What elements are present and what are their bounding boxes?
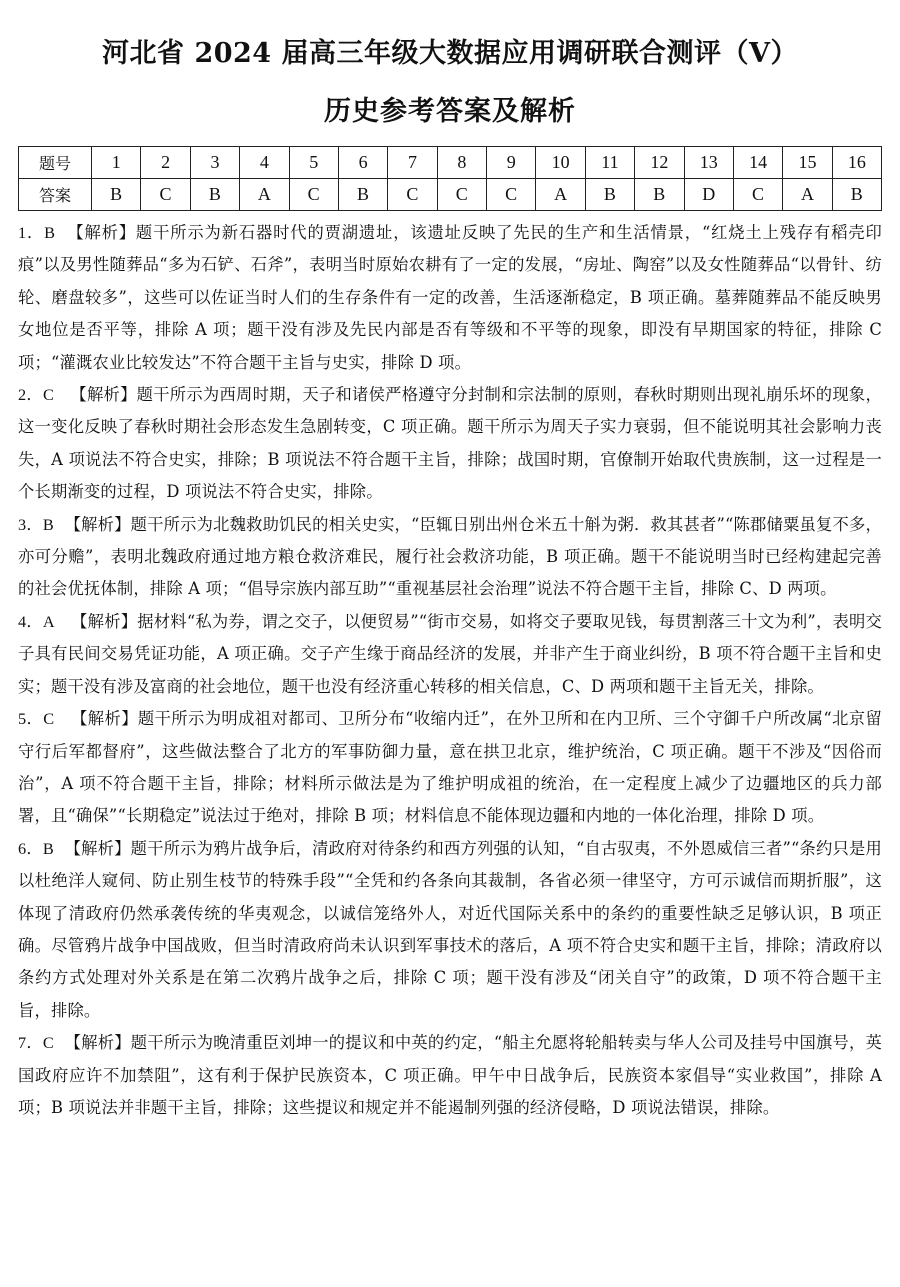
- question-number-cell: 7: [388, 147, 437, 179]
- analysis-item: [18, 833, 882, 1027]
- question-number-cell: 6: [338, 147, 387, 179]
- analysis-item: [18, 703, 882, 833]
- analysis-item-text: 【解析】题干所示为晚清重臣刘坤一的提议和中英的约定，“船主允愿将轮船转卖与华人公司及挂号中国旗号，英国政府应许不加禁阻”，这有利于保护民族资本，C 项正确。甲午中日战争后，民族资本家倡导“实业救国”，排除 A 项；B 项说法并非题干主旨，排除；这些提议和规定并不能遏制列强的经济侵略，D 项说法错误，排除。: [18, 1033, 882, 1117]
- analysis-item: [18, 509, 882, 606]
- question-number-cell: 14: [733, 147, 782, 179]
- analysis-item-label: 5．C: [18, 709, 55, 729]
- document-title: 河北省 2024 届高三年级大数据应用调研联合测评（V）: [102, 38, 798, 69]
- question-number-cell: 15: [783, 147, 832, 179]
- analysis-item: [18, 379, 882, 509]
- analysis-item-text: 【解析】题干所示为鸦片战争后，清政府对待条约和西方列强的认知，“自古驭夷，不外恩威信三者”“条约只是用以杜绝洋人窥伺、防止别生枝节的特殊手段”“全凭和约各条向其裁制，各省必须一律坚守，方可示诚信而期折服”，这体现了清政府仍然承袭传统的华夷观念，以诚信笼络外人，对近代国际关系中的条约的重要性缺乏足够认识，B 项正确。尽管鸦片战争中国战败，但当时清政府尚未认识到军事技术的落后，A 项不符合史实和题干主旨，排除；清政府以条约方式处理对外关系是在第二次鸦片战争之后，排除 C 项；题干没有涉及“闭关自守”的政策，D 项不符合题干主旨，排除。: [18, 838, 882, 1020]
- answer-cell: C: [141, 179, 190, 211]
- analysis-item-label: 7．C: [18, 1033, 54, 1053]
- analysis-item-text: 【解析】题干所示为西周时期，天子和诸侯严格遵守分封制和宗法制的原则，春秋时期则出现礼崩乐坏的现象，这一变化反映了春秋时期社会形态发生急剧转变，C 项正确。题干所示为周天子实力衰弱，但不能说明其社会影响力丧失，A 项说法不符合史实，排除；B 项说法不符合题干主旨，排除；战国时期，官僚制开始取代贵族制，这一过程是一个长期渐变的过程，D 项说法不符合史实，排除。: [18, 385, 882, 502]
- answer-cell: C: [437, 179, 486, 211]
- document-subtitle: 历史参考答案及解析: [324, 96, 576, 127]
- analysis-item-label: 4．A: [18, 611, 55, 631]
- question-number-cell: 11: [585, 147, 634, 179]
- answer-cell: B: [92, 179, 141, 211]
- analysis-item-label: 2．C: [18, 385, 55, 405]
- question-number-cell: 16: [832, 147, 881, 179]
- answer-cell: D: [684, 179, 733, 211]
- answer-table: [18, 146, 882, 211]
- answer-cell: B: [338, 179, 387, 211]
- question-number-cell: 5: [289, 147, 338, 179]
- question-number-cell: 2: [141, 147, 190, 179]
- row-label-answers: 答案: [19, 179, 92, 211]
- question-number-cell: 12: [635, 147, 684, 179]
- answer-cell: B: [635, 179, 684, 211]
- analysis-item-text: 【解析】据材料“私为券，谓之交子，以便贸易”“街市交易，如将交子要取见钱，每贯割落三十文为利”，表明交子具有民间交易凭证功能，A 项正确。交子产生缘于商品经济的发展，并非产生于商业纠纷，B 项不符合题干主旨和史实；题干没有涉及富商的社会地位，题干也没有经济重心转移的相关信息，C、D 两项和题干主旨无关，排除。: [18, 611, 882, 696]
- answer-cell: B: [190, 179, 239, 211]
- question-number-cell: 9: [487, 147, 536, 179]
- question-number-cell: 3: [190, 147, 239, 179]
- question-number-cell: 10: [536, 147, 585, 179]
- answer-cell: B: [832, 179, 881, 211]
- answer-cell: A: [240, 179, 289, 211]
- answer-cell: B: [585, 179, 634, 211]
- analysis-item: [18, 217, 882, 379]
- analysis-item-label: 6．B: [18, 838, 54, 858]
- analysis-section: [18, 217, 882, 1124]
- analysis-item: [18, 606, 882, 703]
- answer-cell: A: [783, 179, 832, 211]
- analysis-item-text: 【解析】题干所示为明成祖对都司、卫所分布“收缩内迁”，在外卫所和在内卫所、三个守御千户所改属“北京留守行后军都督府”，这些做法整合了北方的军事防御力量，意在拱卫北京，维护统治，C 项正确。题干不涉及“因俗而治”，A 项不符合题干主旨，排除；材料所示做法是为了维护明成祖的统治，在一定程度上减少了边疆地区的兵力部署，且“确保”“长期稳定”说法过于绝对，排除 B 项；材料信息不能体现边疆和内地的一体化治理，排除 D 项。: [18, 709, 882, 826]
- row-label-numbers: 题号: [19, 147, 92, 179]
- analysis-item-label: 3．B: [18, 514, 54, 534]
- answer-cell: C: [289, 179, 338, 211]
- question-number-cell: 4: [240, 147, 289, 179]
- analysis-item-text: 【解析】题干所示为北魏救助饥民的相关史实，“臣辄日别出州仓米五十斛为粥．救其甚者”“陈郡储粟虽复不多，亦可分赡”，表明北魏政府通过地方粮仓救济难民，履行社会救济功能，B 项正确。题干不能说明当时已经构建起完善的社会优抚体制，排除 A 项；“倡导宗族内部互助”“重视基层社会治理”说法不符合题干主旨，排除 C、D 两项。: [18, 514, 882, 599]
- analysis-item-label: 1．B: [18, 223, 56, 242]
- question-number-cell: 1: [92, 147, 141, 179]
- analysis-item-text: 【解析】题干所示为新石器时代的贾湖遗址，该遗址反映了先民的生产和生活情景，“红烧土上残存有稻壳印痕”以及男性随葬品“多为石铲、石斧”，表明当时原始农耕有了一定的发展，“房址、陶窑”以及女性随葬品“以骨针、纺轮、磨盘较多”，这些可以佐证当时人们的生存条件有一定的改善，生活逐渐稳定，B 项正确。墓葬随葬品不能反映男女地位是否平等，排除 A 项；题干没有涉及先民内部是否有等级和不平等的现象，即没有早期国家的特征，排除 C 项；“灌溉农业比较发达”不符合题干主旨与史实，排除 D 项。: [18, 223, 882, 372]
- question-number-cell: 8: [437, 147, 486, 179]
- answer-table-answer-row: [19, 179, 882, 211]
- answer-cell: C: [388, 179, 437, 211]
- answer-cell: A: [536, 179, 585, 211]
- answer-table-number-row: [19, 147, 882, 179]
- answer-cell: C: [733, 179, 782, 211]
- question-number-cell: 13: [684, 147, 733, 179]
- answer-cell: C: [487, 179, 536, 211]
- analysis-item: [18, 1027, 882, 1124]
